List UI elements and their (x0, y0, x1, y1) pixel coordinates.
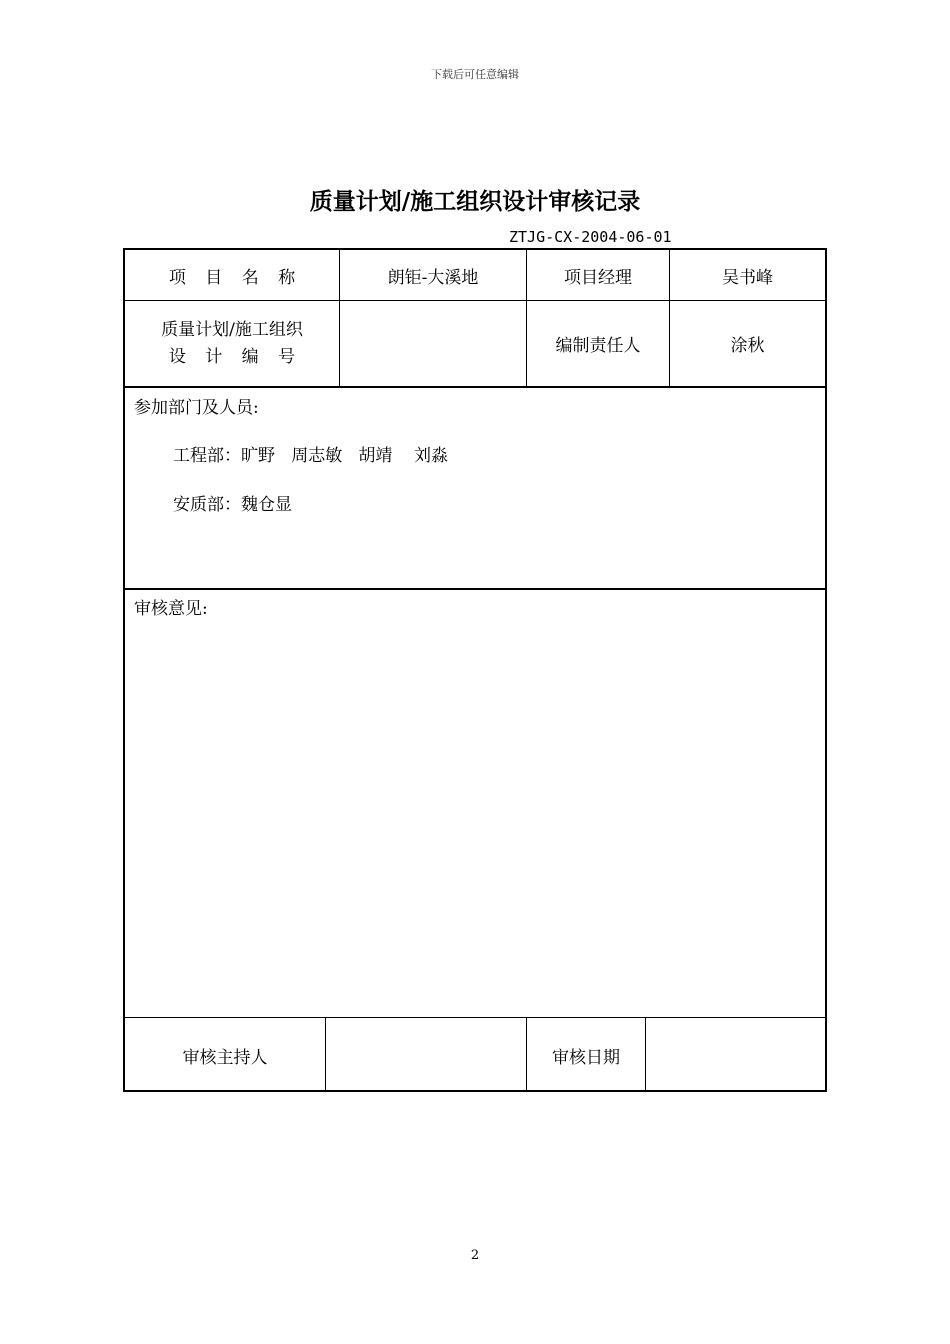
plan-number-label (125, 301, 339, 386)
review-host-label-text: 审核主持人 (182, 1047, 268, 1068)
review-form-table (123, 248, 827, 1092)
project-name-value[interactable] (340, 250, 526, 300)
plan-number-label-line1: 质量计划/施工组织 (161, 319, 303, 340)
document-code: ZTJG-CX-2004-06-01 (509, 228, 672, 246)
page-number: 2 (470, 1248, 480, 1263)
participants-section[interactable] (125, 388, 825, 588)
plan-number-label-line2: 设 计 编 号 (168, 346, 296, 367)
responsible-person-label-text: 编制责任人 (555, 336, 641, 356)
responsible-person-value-text: 涂秋 (730, 336, 765, 356)
review-host-value[interactable] (326, 1018, 526, 1092)
responsible-person-value[interactable] (670, 301, 825, 386)
review-opinions-section[interactable] (125, 590, 825, 1017)
review-date-label-text: 审核日期 (552, 1047, 620, 1068)
safety-quality-dept-members: 安质部：魏仓显 (173, 495, 292, 515)
form-title: 质量计划/施工组织设计审核记录 (309, 189, 641, 215)
review-opinions-label: 审核意见: (134, 599, 208, 619)
review-date-value[interactable] (646, 1018, 825, 1092)
engineering-dept-members: 工程部：旷野 周志敏 胡靖 刘淼 (173, 446, 449, 466)
header-note: 下载后可任意编辑 (431, 68, 519, 81)
project-name-label (125, 250, 339, 300)
responsible-person-label (527, 301, 669, 386)
project-name-label-text: 项 目 名 称 (168, 267, 296, 288)
project-manager-value-text: 吴书峰 (722, 267, 773, 288)
project-name-value-text: 朗钜-大溪地 (387, 267, 479, 288)
project-manager-label-text: 项目经理 (564, 267, 632, 288)
plan-number-value[interactable] (340, 301, 526, 386)
review-date-label (527, 1018, 645, 1092)
review-host-label (125, 1018, 325, 1092)
participants-label: 参加部门及人员: (134, 398, 259, 418)
project-manager-value[interactable] (670, 250, 825, 300)
project-manager-label (527, 250, 669, 300)
